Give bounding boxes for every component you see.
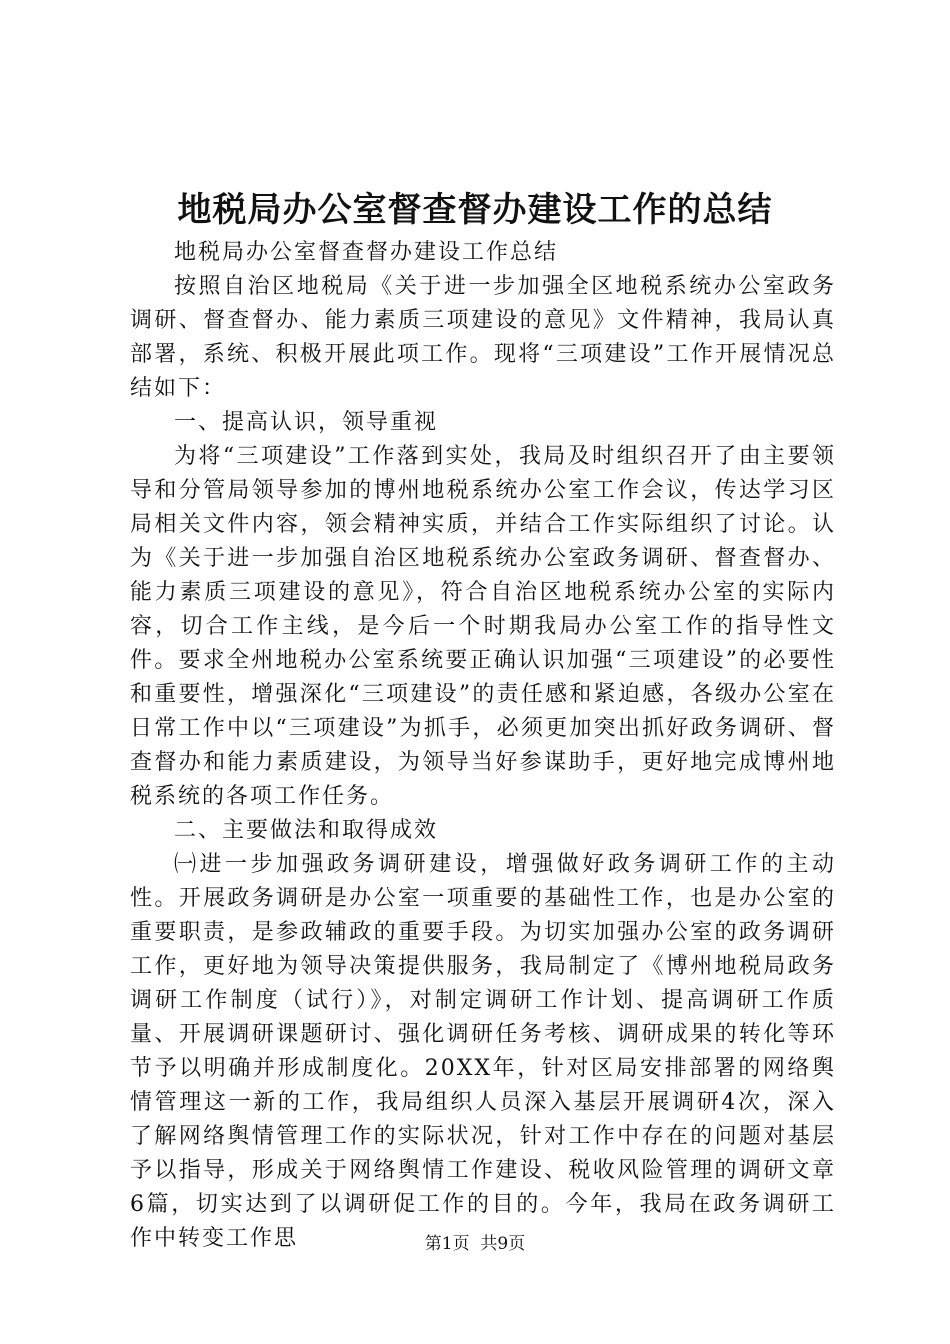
- document-title: 地税局办公室督查督办建设工作的总结: [177, 190, 773, 230]
- section-heading-1: 一、提高认识，领导重视: [174, 410, 439, 435]
- document-body: [130, 236, 836, 1256]
- section-1-paragraph: 为将“三项建设”工作落到实处，我局及时组织召开了由主要领导和分管局领导参加的博州地税系统办公室工作会议，传达学习区局相关文件内容，领会精神实质，并结合工作实际组织了讨论。认为《关于进一步加强自治区地税系统办公室政务调研、督查督办、能力素质三项建设的意见》，符合自治区地税系统办公室的实际内容，切合工作主线，是今后一个时期我局办公室工作的指导性文件。要求全州地税办公室系统要正确认识加强“三项建设”的必要性和重要性，增强深化“三项建设”的责任感和紧迫感，各级办公室在日常工作中以“三项建设”为抓手，必须更加突出抓好政务调研、督查督办和能力素质建设，为领导当好参谋助手，更好地完成博州地税系统的各项工作任务。: [130, 444, 836, 809]
- intro-paragraph: 按照自治区地税局《关于进一步加强全区地税系统办公室政务调研、督查督办、能力素质三项建设的意见》文件精神，我局认真部署，系统、积极开展此项工作。现将“三项建设”工作开展情况总结如下：: [130, 274, 836, 401]
- section-heading-2: 二、主要做法和取得成效: [174, 818, 439, 843]
- subtitle-paragraph: 地税局办公室督查督办建设工作总结: [174, 240, 559, 265]
- section-2-paragraph: ㈠进一步加强政务调研建设，增强做好政务调研工作的主动性。开展政务调研是办公室一项重要的基础性工作，也是办公室的重要职责，是参政辅政的重要手段。为切实加强办公室的政务调研工作，更好地为领导决策提供服务，我局制定了《博州地税局政务调研工作制度（试行）》，对制定调研工作计划、提高调研工作质量、开展调研课题研讨、强化调研任务考核、调研成果的转化等环节予以明确并形成制度化。20XX年，针对区局安排部署的网络舆情管理这一新的工作，我局组织人员深入基层开展调研4次，深入了解网络舆情管理工作的实际状况，针对工作中存在的问题对基层予以指导，形成关于网络舆情工作建设、税收风险管理的调研文章6篇，切实达到了以调研促工作的目的。今年，我局在政务调研工作中转变工作思: [130, 852, 836, 1251]
- page-footer: 第1页 共9页: [424, 1234, 526, 1254]
